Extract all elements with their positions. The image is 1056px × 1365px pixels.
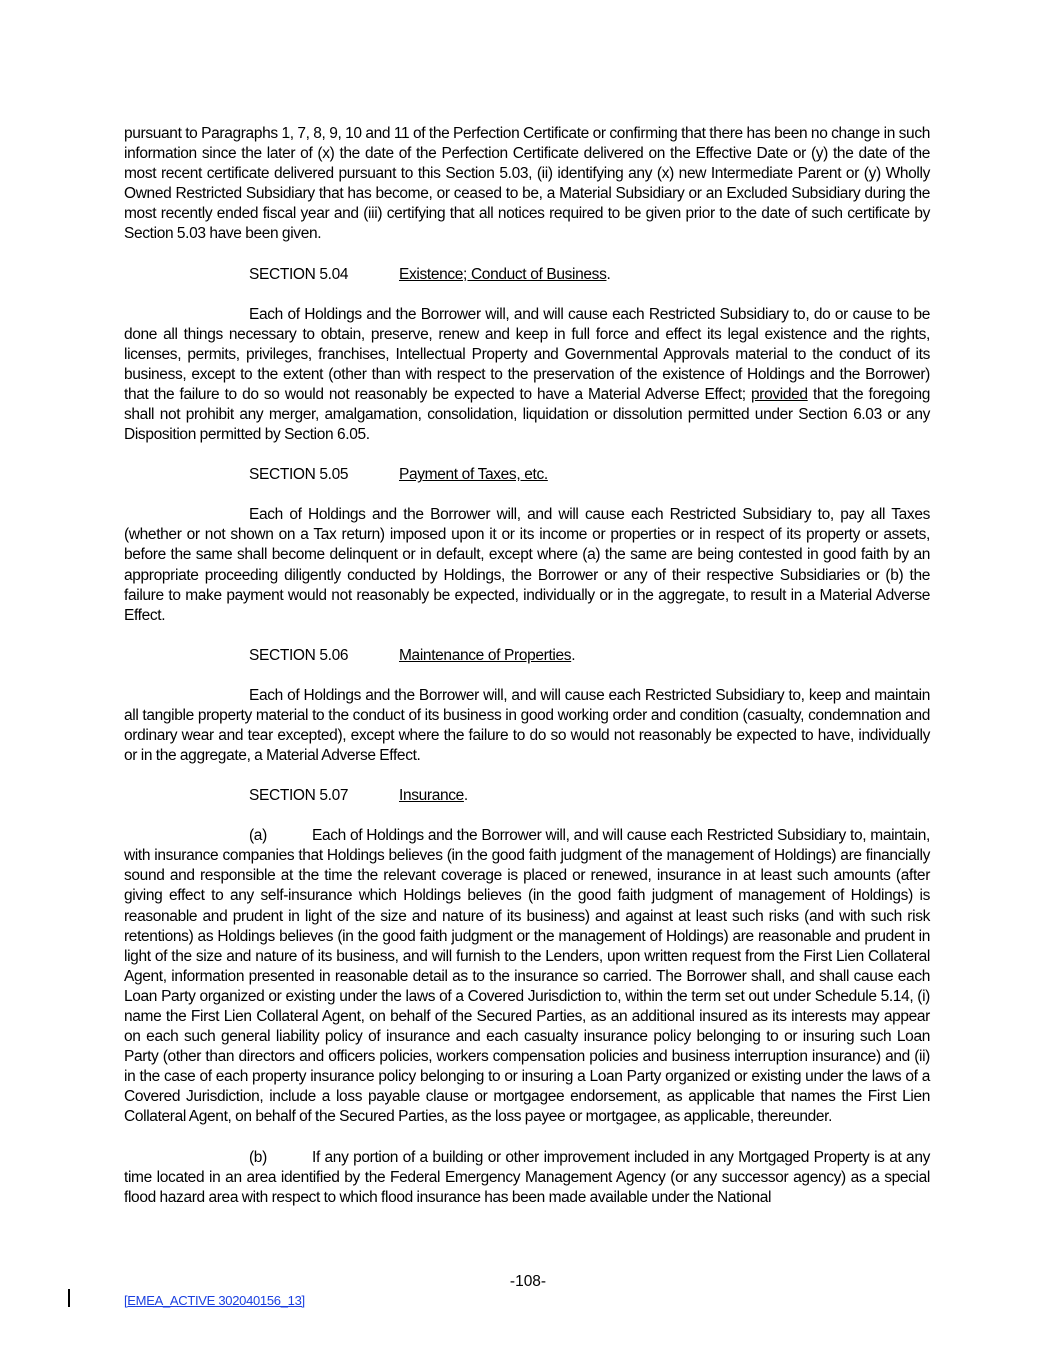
section-5-06-heading: SECTION 5.06 Maintenance of Properties. [249, 646, 576, 664]
document-page [124, 124, 930, 1208]
section-5-07-a [124, 826, 930, 1127]
subsection-label: (b) [249, 1148, 267, 1166]
subsection-label: (a) [249, 827, 267, 845]
section-5-04-body: Each of Holdings and the Borrower will, and will cause each Restricted Subsidiary to, do or cause to be done all things necessary to obtain, preserve, renew and keep in full force and effect its legal existence and the rights, licenses, permits, privileges, franchises, Intellectual Property and Governmental Approvals material to the conduct of its business, except to the extent (other than with respect to the preservation of the existence of Holdings and the Borrower) that the failure to do so would not reasonably be expected to have a Material Adverse Effect; provided that the foregoing shall not prohibit any merger, amalgamation, consolidation, liquidation or dissolution permitted under Section 6.03 or any Disposition permitted by Section 6.05. [124, 305, 930, 444]
intro-paragraph: pursuant to Paragraphs 1, 7, 8, 9, 10 and 11 of the Perfection Certificate or confirming that there has been no change in such information since the later of (x) the date of the Perfection Certificate delivered on the Effective Date or (y) the date of the most recent certificate delivered pursuant to this Section 5.03, (ii) identifying any (x) new Intermediate Parent or (y) Wholly Owned Restricted Subsidiary that has become, or ceased to be, a Material Subsidiary or an Excluded Subsidiary during the most recently ended fiscal year and (iii) certifying that all notices required to be given prior to the date of such certificate by Section 5.03 have been given. [124, 125, 930, 243]
document-id-link[interactable]: [EMEA_ACTIVE 302040156_13] [124, 1293, 305, 1308]
section-5-05-body: Each of Holdings and the Borrower will, and will cause each Restricted Subsidiary to, pay all Taxes (whether or not shown on a Tax return) imposed upon it or its income or properties or in respect of its property or assets, before the same shall become delinquent or in default, except where (a) the same are being contested in good faith by an appropriate proceeding diligently conducted by Holdings, the Borrower or any of their respective Subsidiaries or (b) the failure to make payment would not reasonably be expected, individually or in the aggregate, to result in a Material Adverse Effect. [124, 506, 930, 624]
section-title: Existence; Conduct of Business [399, 265, 607, 283]
section-title: Payment of Taxes, etc. [399, 466, 548, 484]
section-number: SECTION 5.04 [249, 265, 349, 283]
provided-term: provided [751, 385, 808, 403]
section-title: Insurance [399, 787, 464, 805]
revision-bar [68, 1289, 70, 1307]
subsection-text: Each of Holdings and the Borrower will, and will cause each Restricted Subsidiary to, maintain, with insurance companies that Holdings believes (in the good faith judgment of the management of Holdings) are financially sound and responsible at the time the relevant coverage is placed or renewed, insurance in at least such amounts (after giving effect to any self-insurance which Holdings believes (in the good faith judgment of management of Holdings) is reasonable and prudent in light of the size and nature of its business) and against at least such risks (and with such risk retentions) as Holdings believes (in the good faith judgment or the management of Holdings) are reasonable and prudent in light of the size and nature of its business, and will furnish to the Lenders, upon written request from the First Lien Collateral Agent, information presented in reasonable detail as to the insurance so carried. The Borrower shall, and shall cause each Loan Party organized or existing under the laws of a Covered Jurisdiction to, within the term set out under Schedule 5.14, (i) name the First Lien Collateral Agent, on behalf of the Secured Parties, as an additional insured as its interests may appear on each such general liability policy of insurance and each casualty insurance policy belonging to or insuring such Loan Party (other than directors and officers policies, workers compensation policies and business interruption insurance) and (ii) in the case of each property insurance policy belonging to or insuring a Loan Party organized or existing under the laws of a Covered Jurisdiction, include a loss payable clause or mortgagee endorsement, as applicable that names the First Lien Collateral Agent, on behalf of the Secured Parties, as the loss payee or mortgagee, as applicable, thereunder. [124, 827, 930, 1126]
section-number: SECTION 5.06 [249, 646, 349, 664]
section-5-07-heading: SECTION 5.07 Insurance. [249, 787, 468, 805]
page-number: -108- [509, 1273, 547, 1290]
section-title: Maintenance of Properties [399, 646, 572, 664]
section-number: SECTION 5.07 [249, 787, 349, 805]
section-5-05-heading [124, 465, 930, 485]
section-5-07-b [124, 1148, 930, 1208]
section-5-04-heading: SECTION 5.04 Existence; Conduct of Business. [249, 265, 611, 283]
section-number: SECTION 5.05 [249, 466, 349, 484]
subsection-text: If any portion of a building or other improvement included in any Mortgaged Property is at any time located in an area identified by the Federal Emergency Management Agency (or any successor agency) as a special flood hazard area with respect to which flood insurance has been made available under the National [124, 1148, 930, 1206]
section-5-06-body: Each of Holdings and the Borrower will, and will cause each Restricted Subsidiary to, keep and maintain all tangible property material to the conduct of its business in good working order and condition (casualty, condemnation and ordinary wear and tear excepted), except where the failure to do so would not reasonably be expected to have, individually or in the aggregate, a Material Adverse Effect. [124, 686, 930, 765]
